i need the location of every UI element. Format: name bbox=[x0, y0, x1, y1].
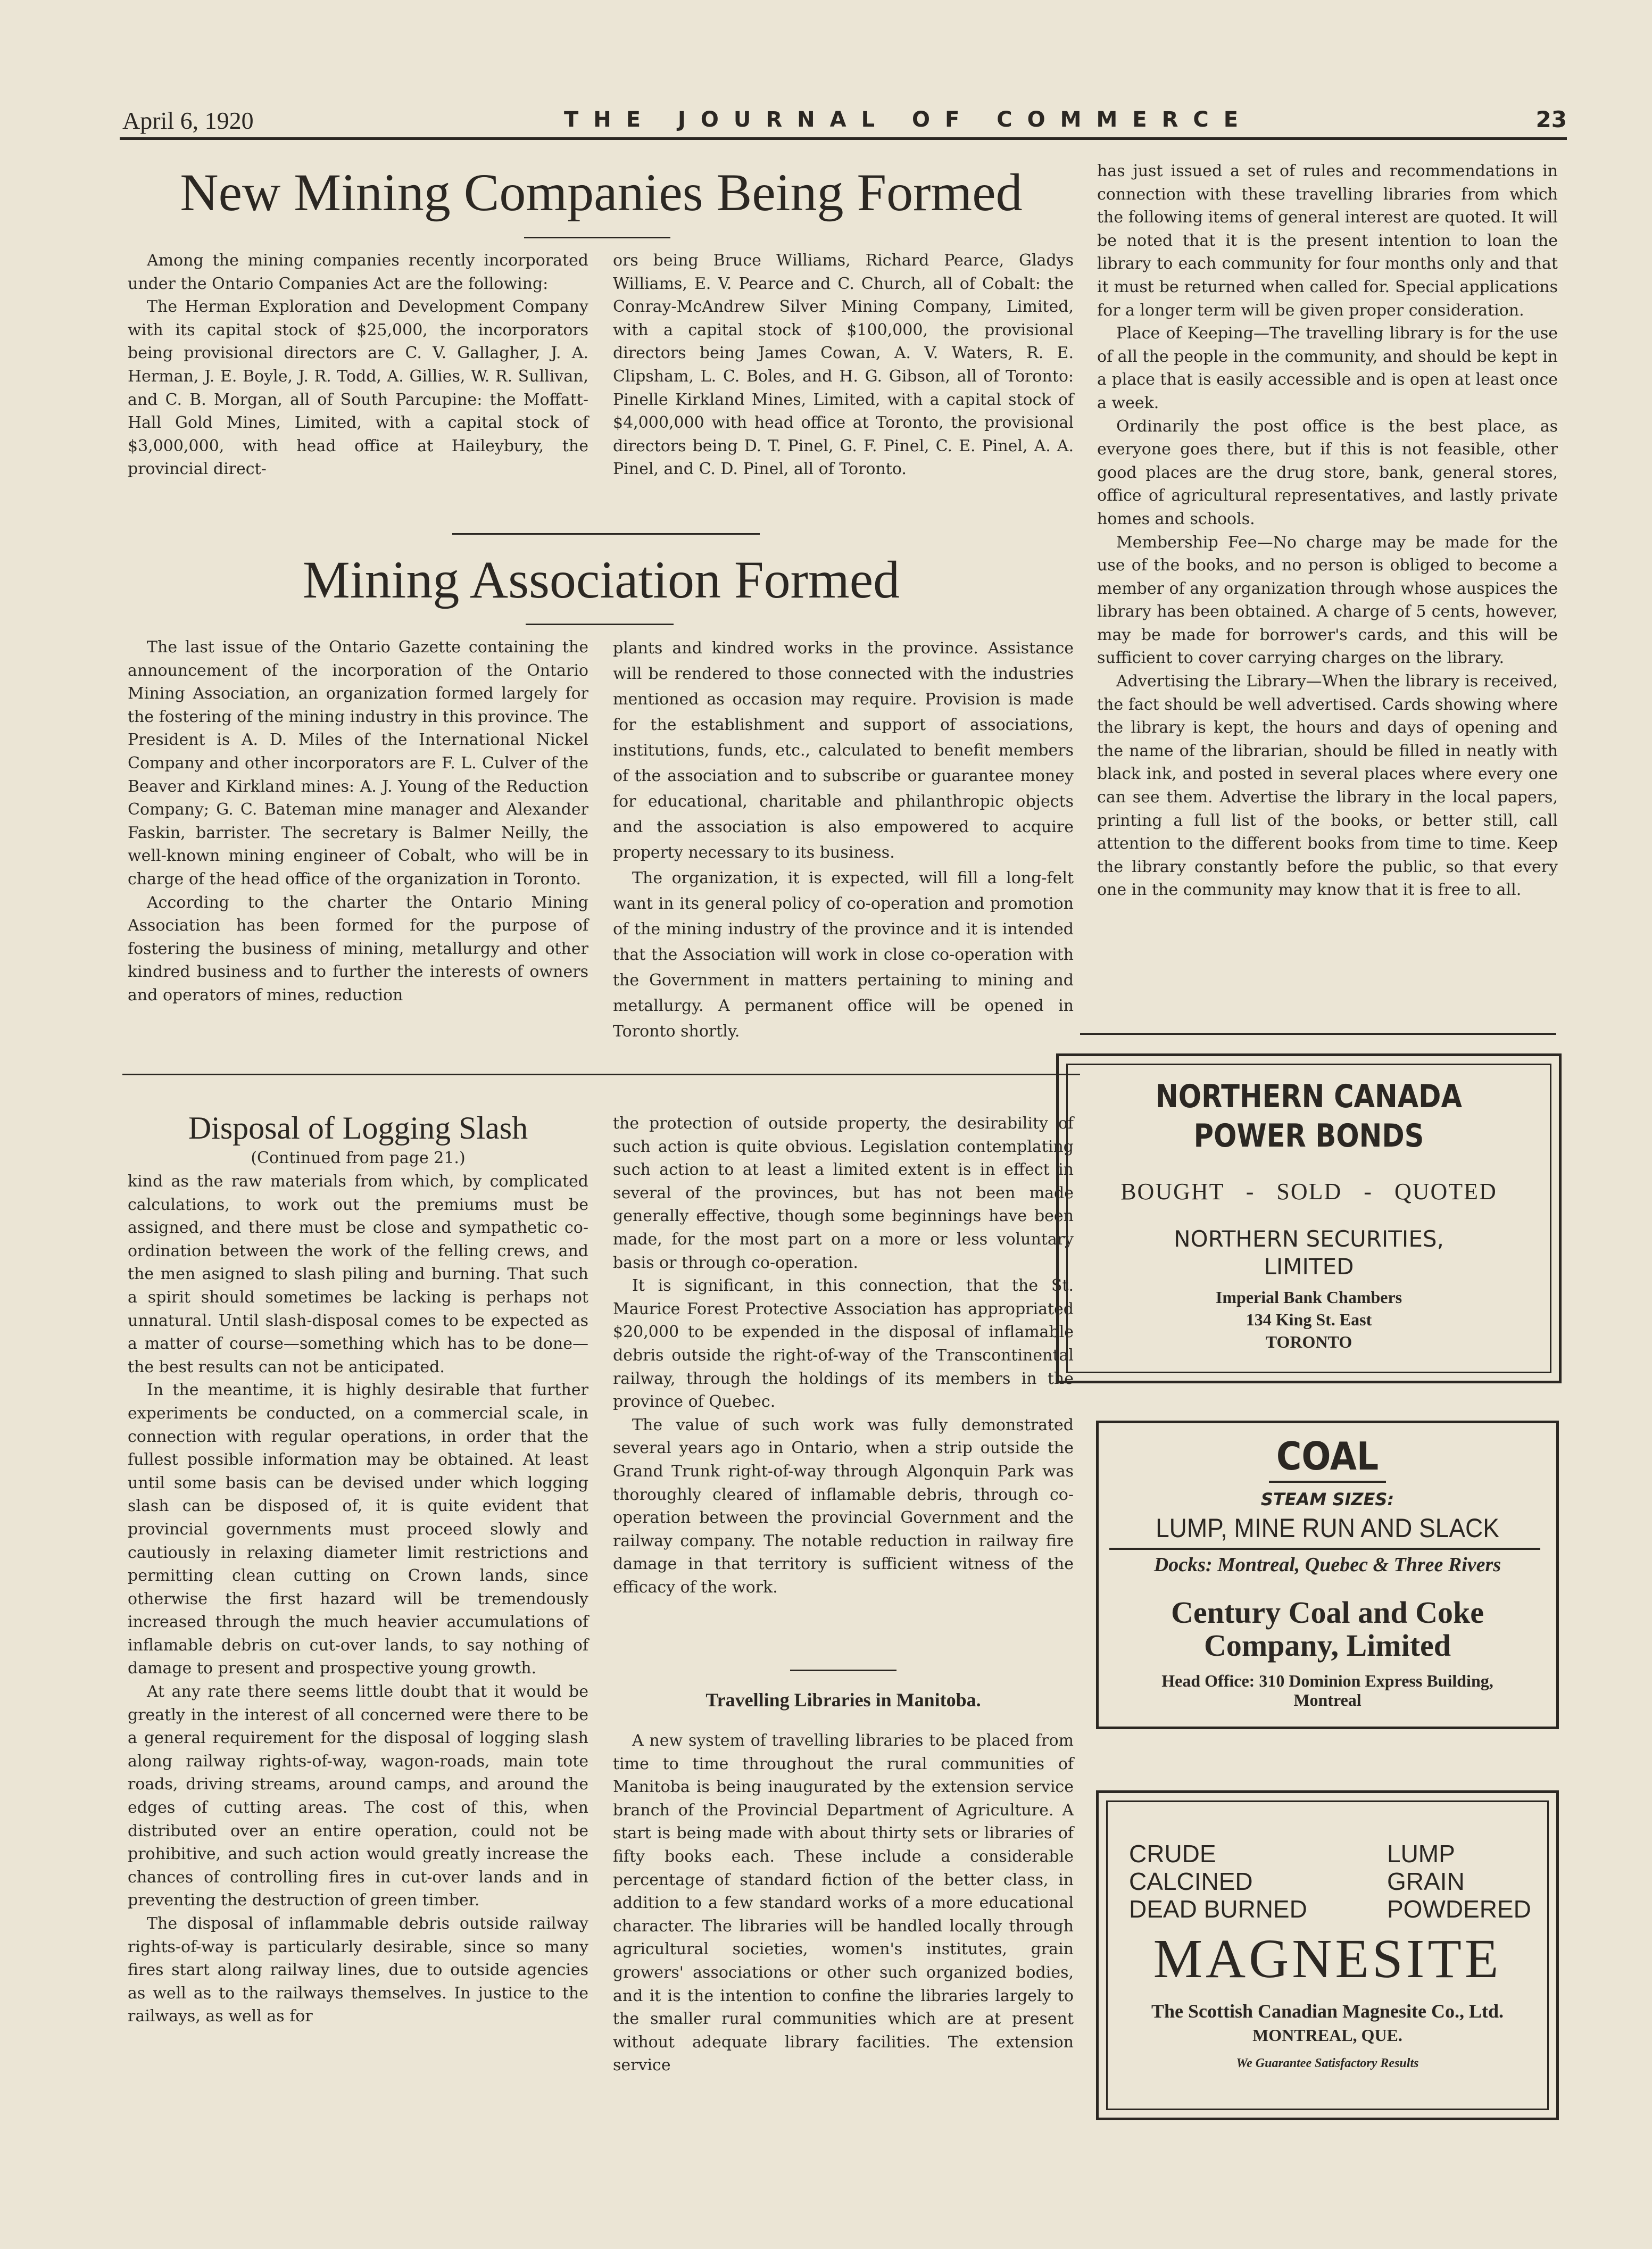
headline-underline bbox=[524, 237, 670, 238]
ad-city: MONTREAL, QUE. bbox=[1252, 2026, 1402, 2045]
ad-address: TORONTO bbox=[1265, 1332, 1352, 1351]
masthead bbox=[122, 106, 1567, 138]
paragraph: the protection of outside property, the desirability of such action is quite obvious. Legislation contemplating such action to at least a limited extent is in effect in several of the provinces, but has not been made generally effective, though some beginnings have been made, for the most part on a more or less voluntary basis or through co-operation. bbox=[613, 1114, 1074, 1272]
page-number: 23 bbox=[1535, 106, 1567, 132]
headline-logging-slash: Disposal of Logging Slash bbox=[188, 1110, 528, 1146]
paragraph: Among the mining companies recently incorporated under the Ontario Companies Act are the following: bbox=[128, 251, 588, 293]
column-divider bbox=[1080, 1033, 1556, 1035]
continued-note: (Continued from page 21.) bbox=[251, 1149, 466, 1167]
ad-product: CRUDE bbox=[1129, 1840, 1216, 1868]
paragraph: kind as the raw materials from which, by complicated calculations, to work out the premiums must be assigned, and there must be close and sympathetic co-ordination between the work of the felling crews, and the men asigned to slash piling and burning. That such a spirit should sometimes be lacking is perhaps not unnatural. Until slash-disposal comes to be expected as a matter of course—something which has to be done—the best results can not be anticipated. bbox=[128, 1172, 588, 1376]
paragraph: plants and kindred works in the province. Assistance will be rendered to those connected with the industries mentioned as occasion may require. Provision is made for the establishment and support of associations, institutions, funds, etc., calculated to benefit members of the association and to subscribe or guarantee money for educational, charitable and philanthropic objects and the association is also empowered to acquire property necessary to its business. bbox=[613, 639, 1074, 862]
section-divider bbox=[122, 1074, 1080, 1075]
article2-column-1 bbox=[128, 636, 588, 1007]
ad-address: Imperial Bank Chambers bbox=[1215, 1288, 1402, 1307]
ad-company: LIMITED bbox=[1264, 1254, 1354, 1280]
section-divider bbox=[790, 1670, 896, 1671]
paragraph: The Herman Exploration and Development Company with its capital stock of $25,000, the incorporators being provisional directors are C. V. Gallagher, J. A. Herman, J. E. Boyle, J. R. Todd, A. Gillies, W. R. Sullivan, and C. B. Morgan, all of South Parcupine: the Moffatt-Hall Gold Mines, Limited, with a capital stock of $3,000,000, with head office at Haileybury, the provincial direct- bbox=[128, 297, 588, 479]
paragraph: ors being Bruce Williams, Richard Pearce, Gladys Williams, E. V. Pearce and C. Church, all of Cobalt: the Conray-McAndrew Silver Mining Company, Limited, with a capital stock of $100,000, the provisional directors being James Cowan, A. V. Waters, R. E. Clipsham, L. C. Boles, and H. G. Gibson, all of Toronto: Pinelle Kirkland Mines, Limited, with a capital stock of $4,000,000 with head office at Toronto, the provisional directors being D. T. Pinel, G. F. Pinel, C. E. Pinel, A. A. Pinel, and C. D. Pinel, all of Toronto. bbox=[613, 251, 1074, 479]
paragraph: Membership Fee—No charge may be made for the use of the books, and no person is obliged to become a member of any organization through whose auspices the library has been obtained. A charge of 5 cents, however, may be made for borrower's cards, and this will be sufficient to cover carrying charges on the library. bbox=[1097, 533, 1558, 668]
paragraph: Place of Keeping—The travelling library is for the use of all the people in the community, and should be kept in a place that is easily accessible and is open at least once a week. bbox=[1097, 324, 1558, 412]
article2-column-2 bbox=[613, 636, 1074, 1044]
paragraph: At any rate there seems little doubt that it would be greatly in the interest of all concerned were there to be a general requirement for the disposal of logging slash along railway rights-of-way, wagon-roads, main tote roads, driving streams, around camps, and around the edges of cutting areas. The cost of this, when distributed over an entire operation, could not be prohibitive, and such action would greatly increase the chances of controlling fires in cut-over lands and in preventing the destruction of green timber. bbox=[128, 1682, 588, 1910]
ad-steam-sizes: STEAM SIZES: bbox=[1260, 1489, 1394, 1509]
paragraph: A new system of travelling libraries to be placed from time to time throughout the rural communities of Manitoba is being inaugurated by the extension service branch of the Provincial Department of Agriculture. A start is being made with about thirty sets or libraries of fifty books each. These include a considerable percentage of standard fiction of the better class, in addition to a few standard works of a more educational character. The libraries will be handled locally through agricultural societies, women's institutes, grain growers' associations or other such organized bodies, and it is the intention to confine the libraries largely to the smaller rural communities which are at present without adequate library facilities. The extension service bbox=[613, 1731, 1074, 2075]
article4-column-3 bbox=[1097, 160, 1558, 902]
ad-title: POWER BONDS bbox=[1193, 1117, 1424, 1155]
paragraph: It is significant, in this connection, that the St. Maurice Forest Protective Association has appropriated $20,000 to be expended in the disposal of inflamable debris outside the right-of-way of the Transcontinental railway, through the holdings of its members in the province of Quebec. bbox=[613, 1276, 1074, 1412]
paragraph: According to the charter the Ontario Mining Association has been formed for the purpose of fostering the business of mining, metallurgy and other kindred business and to further the interests of owners and operators of mines, reduction bbox=[128, 893, 588, 1005]
paragraph: In the meantime, it is highly desirable that further experiments be conducted, on a commercial scale, in connection with regular operations, in order that the fullest possible information may be obtained. At least until some basis can be devised under which logging slash can be disposed of, it is quite evident that provincial governments must proceed slowly and cautiously in relaxing diameter limit restrictions and permitting clean cutting on Crown lands, since otherwise the first hazard will be tremendously increased through the much heavier accumulations of inflamable debris on cut-over lands, to say nothing of damage to present and prospective young growth. bbox=[128, 1381, 588, 1678]
ad-title: COAL bbox=[1276, 1434, 1379, 1479]
ad-tagline: BOUGHT - SOLD - QUOTED bbox=[1120, 1179, 1497, 1205]
ad-title: MAGNESITE bbox=[1153, 1928, 1502, 1989]
ad-docks: Docks: Montreal, Quebec & Three Rivers bbox=[1153, 1554, 1501, 1576]
paragraph: The last issue of the Ontario Gazette containing the announcement of the incorporation of the Ontario Mining Association, an organization formed largely for the fostering of the mining industry in this province. The President is A. D. Miles of the International Nickel Company and other incorporators are F. L. Culver of the Beaver and Kirkland mines: A. J. Young of the Reduction Company; G. C. Bateman mine manager and Alexander Faskin, barrister. The secretary is Balmer Neilly, the well-known mining engineer of Cobalt, who will be in charge of the head office of the organization in Toronto. bbox=[128, 638, 588, 889]
journal-name: THE JOURNAL OF COMMERCE bbox=[564, 107, 1253, 132]
article4-column-2 bbox=[613, 1729, 1074, 2077]
article1-column-2 bbox=[613, 249, 1074, 481]
article1-column-1 bbox=[128, 249, 588, 481]
masthead-rule bbox=[120, 137, 1567, 140]
ad-product: CALCINED bbox=[1129, 1868, 1253, 1895]
ad-sizes: LUMP, MINE RUN AND SLACK bbox=[1156, 1513, 1499, 1543]
headline-underline bbox=[526, 624, 674, 625]
paragraph: Advertising the Library—When the library is received, the fact should be well advertised. Cards showing where the library is kept, the hours and days of opening and the name of the librarian, should be filled in neatly with black ink, and posted in several places where every one can see them. Advertise the library in the local papers, printing a full list of the books, or better still, call attention to the different books from time to time. Keep the library constantly before the public, so that every one in the community may know that it is free to all. bbox=[1097, 672, 1558, 900]
paragraph: The disposal of inflammable debris outside railway rights-of-way is particularly desirable, since so many fires start along railway lines, due to outside agencies as well as to the railways themselves. In justice to the railways, as well as for bbox=[128, 1914, 588, 2026]
article3-column-1 bbox=[128, 1170, 588, 2028]
ad-title-underline bbox=[1269, 1481, 1386, 1483]
ad-title: NORTHERN CANADA bbox=[1156, 1078, 1462, 1115]
ad-northern-canada-power-bonds bbox=[1056, 1053, 1562, 1383]
ad-century-coal bbox=[1096, 1421, 1559, 1729]
ad-product: GRAIN bbox=[1387, 1868, 1465, 1895]
ad-product: LUMP bbox=[1387, 1840, 1455, 1868]
ad-head-office: Montreal bbox=[1293, 1690, 1362, 1709]
ad-product: DEAD BURNED bbox=[1129, 1895, 1307, 1923]
section-divider bbox=[452, 533, 760, 535]
issue-date: April 6, 1920 bbox=[122, 107, 254, 134]
paragraph: has just issued a set of rules and recommendations in connection with these travelling libraries from which the following items of general interest are quoted. It will be noted that it is the present intention to loan the library to each community for four months only and that it must be returned when called for. Special applications for a longer term will be given proper consideration. bbox=[1097, 162, 1558, 320]
ad-company: NORTHERN SECURITIES, bbox=[1174, 1226, 1444, 1252]
ad-company: Company, Limited bbox=[1203, 1628, 1451, 1663]
paragraph: Ordinarily the post office is the best place, as everyone goes there, but if this is not feasible, other good places are the drug store, bank, general stores, office of agricultural representatives, and lastly private homes and schools. bbox=[1097, 417, 1558, 528]
paragraph: The organization, it is expected, will fill a long-felt want in its general policy of co-operation and promotion of the mining industry of the province and it is intended that the Association will work in close co-operation with the Government in matters pertaining to mining and metallurgy. A permanent office will be opened in Toronto shortly. bbox=[613, 869, 1074, 1041]
ad-divider bbox=[1109, 1548, 1540, 1550]
ad-guarantee: We Guarantee Satisfactory Results bbox=[1236, 2056, 1419, 2070]
ad-product: POWDERED bbox=[1387, 1895, 1531, 1923]
ad-scottish-canadian-magnesite bbox=[1096, 1790, 1559, 2120]
ad-border bbox=[1106, 1800, 1549, 2110]
headline-mining-association: Mining Association Formed bbox=[302, 550, 900, 609]
paragraph: The value of such work was fully demonstrated several years ago in Ontario, when a strip outside the Grand Trunk right-of-way through Algonquin Park was thoroughly cleared of inflamable debris, through co-operation between the provincial Government and the railway company. The notable reduction in railway fire damage in that territory is sufficient witness of the efficacy of the work. bbox=[613, 1415, 1074, 1597]
ad-company: The Scottish Canadian Magnesite Co., Ltd. bbox=[1151, 2001, 1504, 2022]
headline-new-mining-companies: New Mining Companies Being Formed bbox=[180, 163, 1023, 222]
ad-company: Century Coal and Coke bbox=[1170, 1595, 1484, 1630]
headline-travelling-libraries: Travelling Libraries in Manitoba. bbox=[705, 1689, 981, 1711]
ad-head-office: Head Office: 310 Dominion Express Building, bbox=[1161, 1671, 1493, 1690]
article3-column-2 bbox=[613, 1112, 1074, 1599]
ad-address: 134 King St. East bbox=[1246, 1310, 1372, 1329]
ad-border bbox=[1066, 1064, 1551, 1373]
